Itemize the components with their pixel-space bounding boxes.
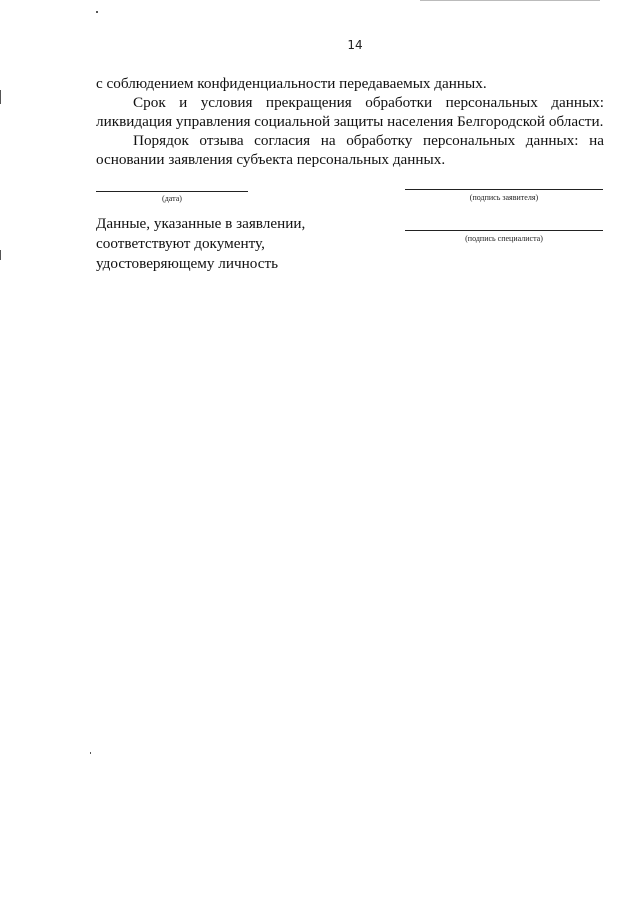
verification-line: Данные, указанные в заявлении, [96, 215, 306, 232]
date-line[interactable] [96, 191, 248, 192]
paragraph-revocation [96, 131, 604, 169]
specialist-signature-caption: (подпись специалиста) [465, 234, 543, 243]
scan-top-smudge [420, 0, 600, 1]
applicant-signature-caption: (подпись заявителя) [469, 193, 539, 202]
paragraph-text: с соблюдением конфиденциальности передаваемых данных. [96, 75, 487, 92]
scan-edge-mark [0, 250, 1, 260]
verification-note [96, 214, 305, 274]
paragraph-termination [96, 93, 604, 131]
paragraph-text: Срок и условия прекращения обработки персональных данных: ликвидация управления социальной защиты населения Белгородской области. [96, 94, 604, 130]
scan-dot [96, 11, 98, 13]
scan-dot [90, 752, 91, 754]
verification-line: удостоверяющему личность [96, 255, 279, 272]
paragraph-text: Порядок отзыва согласия на обработку персональных данных: на основании заявления субъекта персональных данных. [96, 132, 604, 168]
verification-line: соответствуют документу, [96, 235, 265, 252]
specialist-signature-line[interactable] [405, 230, 603, 231]
scan-edge-mark [0, 90, 1, 104]
date-caption: (дата) [162, 194, 182, 203]
page-number: 14 [347, 38, 363, 52]
applicant-signature-line[interactable] [405, 189, 603, 190]
paragraph-confidentiality [96, 74, 604, 93]
